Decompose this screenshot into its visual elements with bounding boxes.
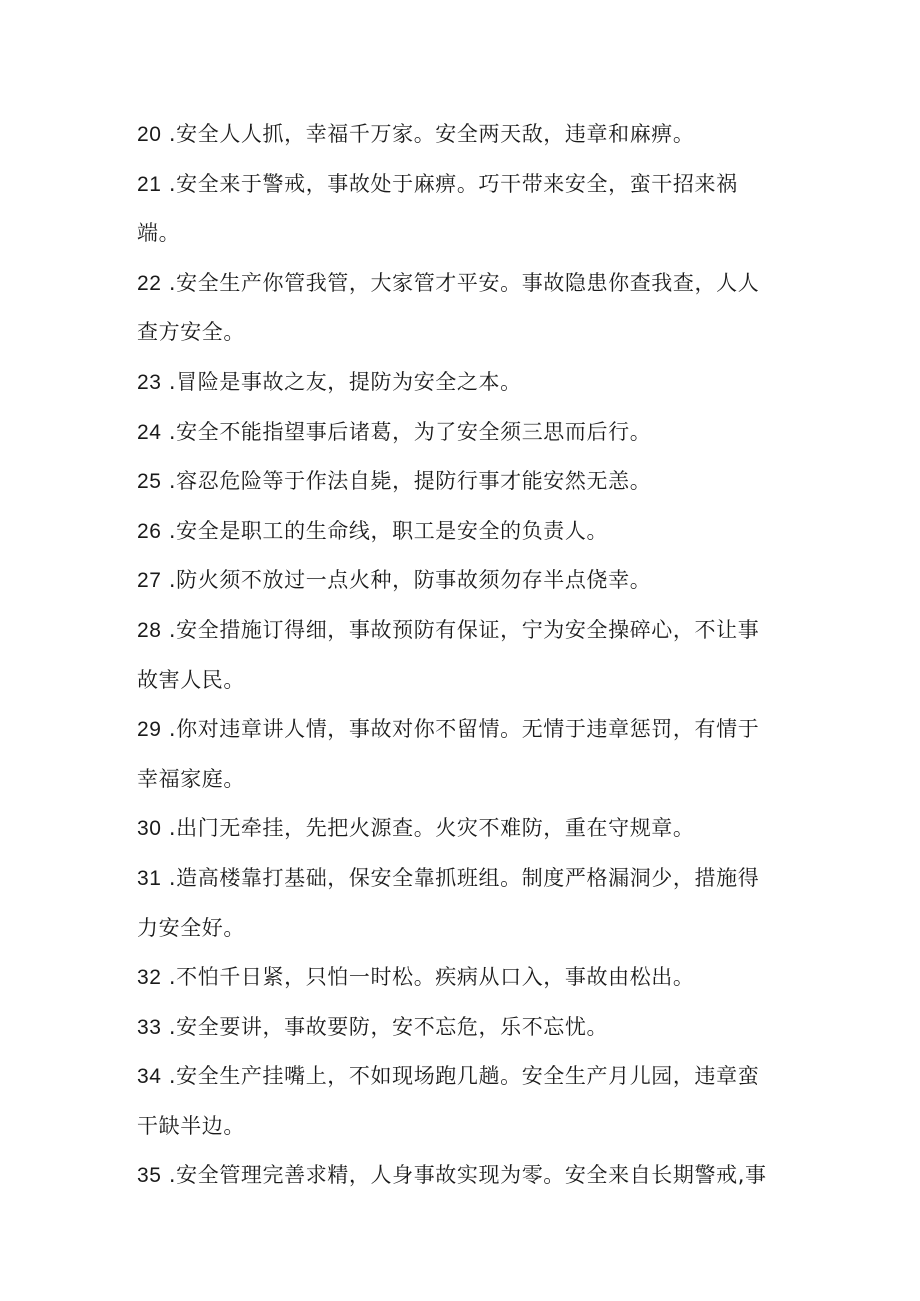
entry-number: 28 xyxy=(137,618,162,642)
slogan-entry xyxy=(137,457,782,507)
entry-number: 24 xyxy=(137,420,162,444)
slogan-line xyxy=(137,457,782,507)
entry-number: 27 xyxy=(137,569,162,593)
slogan-line xyxy=(137,804,782,854)
slogan-text: .安全要讲，事故要防，安不忘危，乐不忘忧。 xyxy=(161,1014,609,1039)
slogan-line xyxy=(137,953,782,1003)
slogan-line xyxy=(137,308,782,358)
slogan-text: .冒险是事故之友，提防为安全之本。 xyxy=(161,369,522,394)
slogan-entry xyxy=(137,1003,782,1053)
entry-number: 20 xyxy=(137,123,162,146)
slogan-line xyxy=(137,854,782,904)
slogan-line xyxy=(137,1003,782,1053)
entry-number: 25 xyxy=(137,470,162,494)
slogan-line xyxy=(137,755,782,805)
slogan-text: 幸福家庭。 xyxy=(137,766,245,791)
slogan-line xyxy=(137,656,782,706)
slogan-text: .不怕千日紧，只怕一时松。疾病从口入，事故由松出。 xyxy=(161,965,695,990)
slogan-line xyxy=(137,556,782,606)
slogan-entry xyxy=(137,110,782,160)
slogan-entry xyxy=(137,804,782,854)
slogan-line xyxy=(137,606,782,656)
slogan-entry xyxy=(137,854,782,953)
slogan-text: 故害人民。 xyxy=(137,667,245,692)
slogan-line xyxy=(137,358,782,408)
entry-number: 23 xyxy=(137,370,162,394)
slogan-text: 干缺半边。 xyxy=(137,1113,245,1138)
slogan-entry xyxy=(137,259,782,358)
slogan-line xyxy=(137,408,782,458)
slogan-line xyxy=(137,1151,782,1201)
slogan-entry xyxy=(137,953,782,1003)
slogan-line xyxy=(137,259,782,309)
slogan-text: .出门无牵挂，先把火源查。火灾不难防，重在守规章。 xyxy=(161,816,695,841)
entry-number: 35 xyxy=(137,1164,162,1188)
entry-number: 26 xyxy=(137,519,162,543)
slogan-entry xyxy=(137,408,782,458)
slogan-text: .安全措施订得细，事故预防有保证，宁为安全操碎心，不让事 xyxy=(161,617,760,642)
slogan-text: .安全来于警戒，事故处于麻痹。巧干带来安全，蛮干招来祸 xyxy=(161,171,738,196)
slogan-text: .造高楼靠打基础，保安全靠抓班组。制度严格漏洞少，措施得 xyxy=(161,865,760,890)
slogan-text: .安全生产你管我管，大家管才平安。事故隐患你查我查，人人 xyxy=(161,270,760,295)
entry-number: 30 xyxy=(137,817,162,841)
slogan-line xyxy=(137,160,782,210)
slogan-entry xyxy=(137,160,782,259)
slogan-entry xyxy=(137,606,782,705)
entry-number: 32 xyxy=(137,966,162,990)
slogan-entry xyxy=(137,507,782,557)
entry-number: 22 xyxy=(137,271,162,295)
slogan-list xyxy=(137,110,782,1201)
slogan-line xyxy=(137,1102,782,1152)
slogan-text: .防火须不放过一点火种，防事故须勿存半点侥幸。 xyxy=(161,568,652,593)
slogan-line xyxy=(137,209,782,259)
entry-number: 34 xyxy=(137,1065,162,1089)
slogan-text: .安全不能指望事后诸葛，为了安全须三思而后行。 xyxy=(161,419,652,444)
slogan-line xyxy=(137,904,782,954)
slogan-text: .你对违章讲人情，事故对你不留情。无情于违章惩罚，有情于 xyxy=(161,717,760,742)
entry-number: 31 xyxy=(137,866,162,890)
slogan-line xyxy=(137,705,782,755)
slogan-line xyxy=(137,110,782,160)
slogan-text: .安全是职工的生命线，职工是安全的负责人。 xyxy=(161,518,609,543)
entry-number: 29 xyxy=(137,718,162,742)
slogan-line xyxy=(137,1052,782,1102)
slogan-text: 端。 xyxy=(137,221,181,246)
entry-number: 21 xyxy=(137,172,162,196)
slogan-line xyxy=(137,507,782,557)
slogan-text: .容忍危险等于作法自毙，提防行事才能安然无恙。 xyxy=(161,469,652,494)
slogan-text: .安全人人抓，幸福千万家。安全两天敌，违章和麻痹。 xyxy=(161,122,695,146)
slogan-text: .安全生产挂嘴上，不如现场跑几趟。安全生产月儿园，违章蛮 xyxy=(161,1064,760,1089)
slogan-text: 查方安全。 xyxy=(137,320,245,345)
slogan-entry xyxy=(137,358,782,408)
slogan-text: .安全管理完善求精，人身事故实现为零。安全来自长期警戒,事 xyxy=(161,1163,767,1188)
slogan-entry xyxy=(137,705,782,804)
slogan-entry xyxy=(137,556,782,606)
slogan-text: 力安全好。 xyxy=(137,915,245,940)
slogan-entry xyxy=(137,1151,782,1201)
entry-number: 33 xyxy=(137,1015,162,1039)
slogan-entry xyxy=(137,1052,782,1151)
